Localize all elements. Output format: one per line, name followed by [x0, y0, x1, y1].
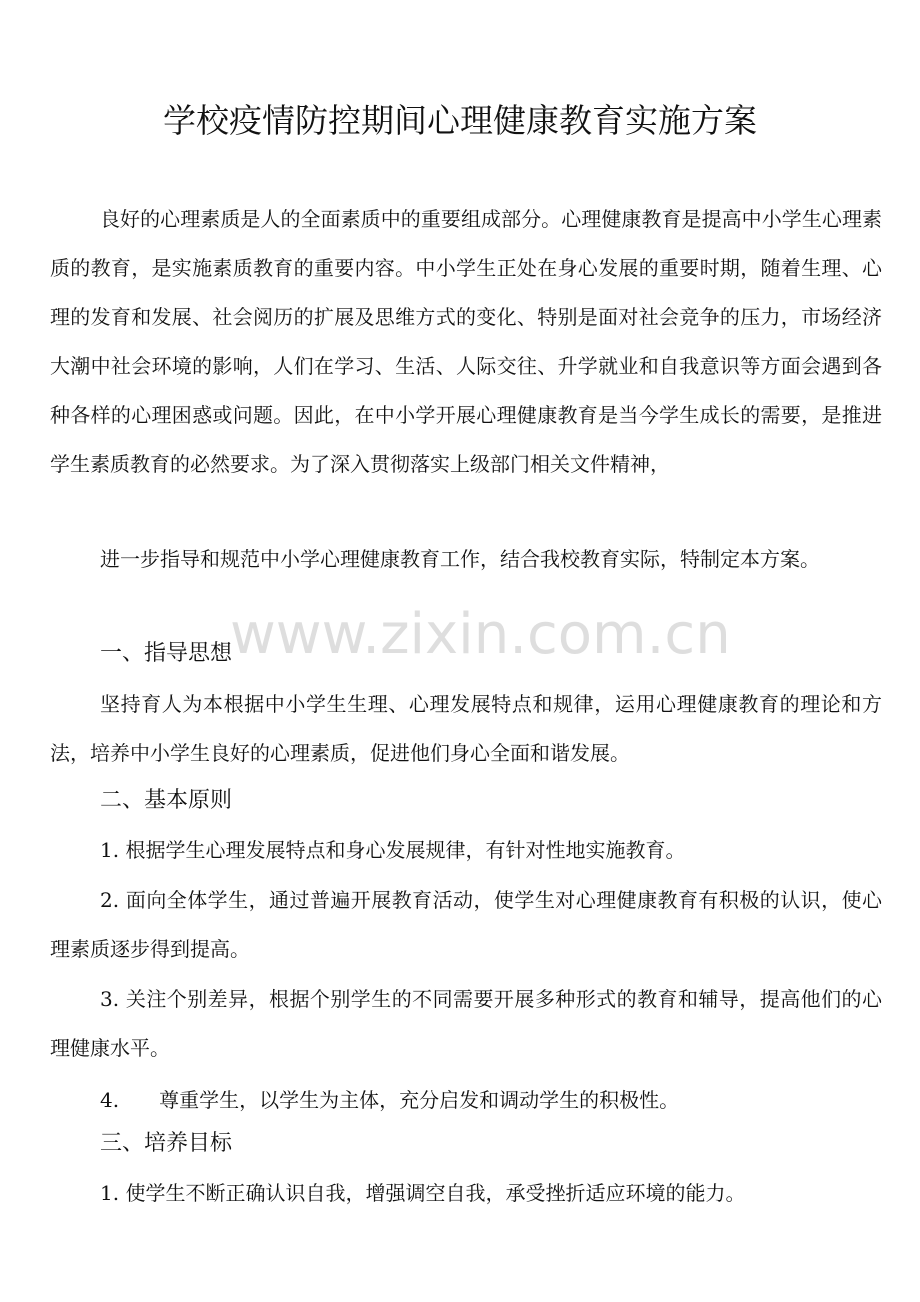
intro-paragraph-2 — [50, 535, 882, 584]
principle-item-4 — [100, 1080, 679, 1120]
section-heading-training-goals: 三、培养目标 — [100, 1131, 233, 1156]
goal-item-1: 1. 使学生不断正确认识自我，增强调空自我，承受挫折适应环境的能力。 — [100, 1181, 746, 1205]
section-1-body: 坚持育人为本根据中小学生生理、心理发展特点和规律，运用心理健康教育的理论和方法，培养中小学生良好的心理素质，促进他们身心全面和谐发展。 — [50, 692, 882, 765]
intro-paragraph-1: 良好的心理素质是人的全面素质中的重要组成部分。心理健康教育是提高中小学生心理素质的教育，是实施素质教育的重要内容。中小学生正处在身心发展的重要时期，随着生理、心理的发育和发展、社会阅历的扩展及思维方式的变化、特别是面对社会竞争的压力，市场经济大潮中社会环境的影响，人们在学习、生活、人际交往、升学就业和自我意识等方面会遇到各种各样的心理困惑或问题。因此，在中小学开展心理健康教育是当今学生成长的需要，是推进学生素质教育的必然要求。为了深入贯彻落实上级部门相关文件精神， — [50, 207, 882, 476]
principle-item-4-number: 4. — [100, 1088, 120, 1112]
watermark: www.zixin.com.cn — [230, 602, 731, 667]
principle-item-4-text: 尊重学生，以学生为主体，充分启发和调动学生的积极性。 — [159, 1088, 680, 1112]
principle-item-2: 2. 面向全体学生，通过普遍开展教育活动，使学生对心理健康教育有积极的认识，使心理素质逐步得到提高。 — [50, 888, 882, 961]
document-title: 学校疫情防控期间心理健康教育实施方案 — [163, 101, 757, 140]
intro-paragraph-2-text: 进一步指导和规范中小学心理健康教育工作，结合我校教育实际，特制定本方案 — [100, 547, 800, 571]
section-heading-basic-principles: 二、基本原则 — [100, 788, 233, 813]
intro-paragraph-2-tail: 。 — [800, 547, 820, 571]
principle-item-3: 3. 关注个别差异，根据个别学生的不同需要开展多种形式的教育和辅导，提高他们的心理健康水平。 — [50, 987, 882, 1060]
section-heading-guiding-ideology: 一、指导思想 — [100, 641, 233, 666]
principle-item-1: 1. 根据学生心理发展特点和身心发展规律，有针对性地实施教育。 — [100, 838, 686, 862]
